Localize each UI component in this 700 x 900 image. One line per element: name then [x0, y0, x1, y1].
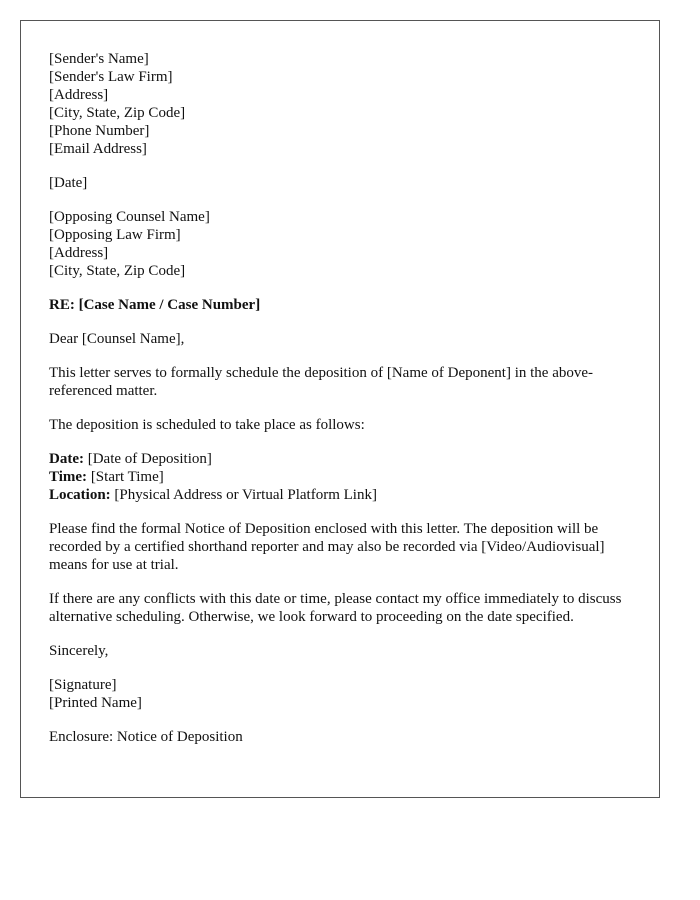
sender-city-state-zip: [City, State, Zip Code]: [49, 105, 186, 121]
sender-email: [Email Address]: [49, 141, 147, 157]
printed-name: [Printed Name]: [49, 695, 142, 711]
recipient-address: [Address]: [49, 245, 109, 261]
paragraph-enclosure-notice: Please find the formal Notice of Deposition enclosed with this letter. The deposition will be recorded by a certified shorthand reporter and may also be recorded via [Video/Audiovisual] means for use at trial.: [49, 521, 605, 573]
recipient-block: [49, 208, 633, 280]
deposition-details: [49, 450, 633, 504]
sender-firm: [Sender's Law Firm]: [49, 69, 173, 85]
detail-location-value: [Physical Address or Virtual Platform Link]: [110, 487, 377, 503]
sender-name: [Sender's Name]: [49, 51, 149, 67]
salutation: Dear [Counsel Name],: [49, 331, 185, 347]
letter-page: [20, 20, 660, 798]
detail-date: [49, 450, 633, 468]
detail-time-value: [Start Time]: [87, 469, 164, 485]
detail-date-value: [Date of Deposition]: [83, 451, 212, 467]
signature-placeholder: [Signature]: [49, 677, 117, 693]
detail-location: [49, 486, 633, 504]
sender-address: [Address]: [49, 87, 109, 103]
detail-time-label: Time:: [49, 469, 88, 485]
detail-location-label: Location:: [49, 487, 111, 503]
sender-phone: [Phone Number]: [49, 123, 150, 139]
paragraph-intro: This letter serves to formally schedule the deposition of [Name of Deponent] in the above-referenced matter.: [49, 365, 593, 399]
recipient-name: [Opposing Counsel Name]: [49, 209, 210, 225]
letter-date: [Date]: [49, 175, 88, 191]
paragraph-schedule: The deposition is scheduled to take place as follows:: [49, 417, 365, 433]
recipient-firm: [Opposing Law Firm]: [49, 227, 181, 243]
detail-date-label: Date:: [49, 451, 84, 467]
date-block: [49, 174, 633, 192]
detail-time: [49, 468, 633, 486]
re-line: RE: [Case Name / Case Number]: [49, 297, 261, 313]
letter-body: [49, 50, 633, 762]
recipient-city-state-zip: [City, State, Zip Code]: [49, 263, 186, 279]
paragraph-conflicts: If there are any conflicts with this date or time, please contact my office immediately to discuss alternative scheduling. Otherwise, we look forward to proceeding on the date specified.: [49, 591, 622, 625]
closing: Sincerely,: [49, 643, 109, 659]
signature-block: [49, 676, 633, 712]
sender-block: [49, 50, 633, 158]
enclosure-line: Enclosure: Notice of Deposition: [49, 729, 243, 745]
